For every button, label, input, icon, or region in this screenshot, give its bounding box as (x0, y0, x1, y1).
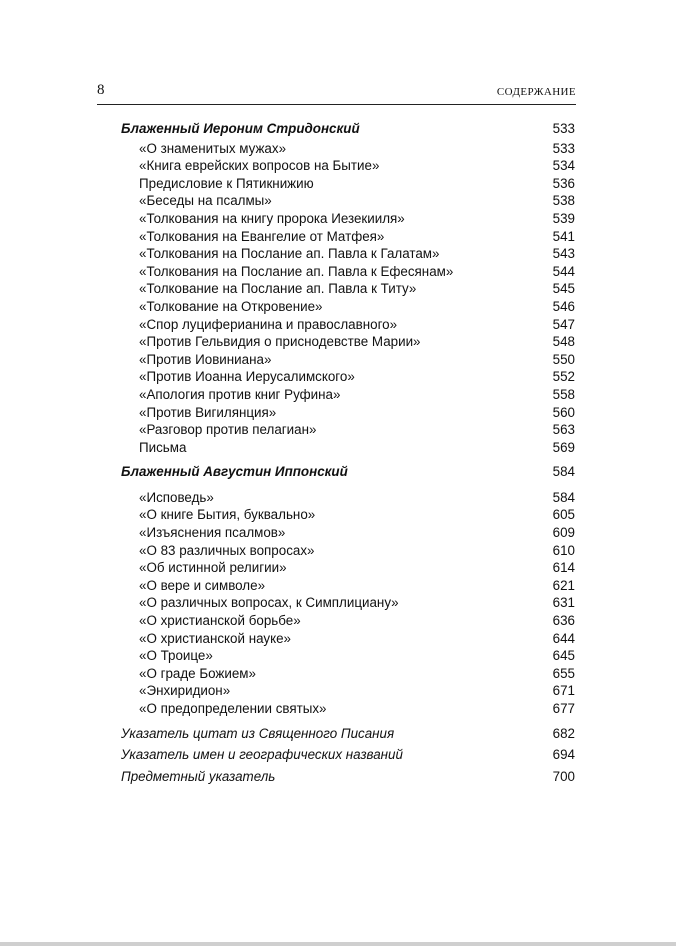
toc-entry (121, 647, 575, 665)
toc-entry (121, 612, 575, 630)
toc-entry (121, 210, 575, 228)
index-title: Предметный указатель (121, 768, 276, 784)
toc-entry (121, 333, 575, 351)
toc-entry (121, 228, 575, 246)
entry-page: 584 (552, 489, 575, 505)
entry-page: 614 (552, 560, 575, 576)
entry-page: 533 (552, 140, 575, 156)
entry-page: 548 (552, 334, 575, 350)
toc-entry (121, 192, 575, 210)
entry-page: 558 (552, 386, 575, 402)
entry-page: 547 (552, 316, 575, 332)
toc-entry (121, 280, 575, 298)
index-title: Указатель цитат из Священного Писания (121, 725, 395, 741)
section-title: Блаженный Августин Иппонский (121, 464, 348, 480)
toc-entry (121, 386, 575, 404)
section-heading (121, 463, 575, 481)
page-number: 8 (97, 82, 105, 98)
toc-entry (121, 175, 575, 193)
entry-page: 631 (552, 595, 575, 611)
entry-title: «Беседы на псалмы» (139, 193, 272, 209)
entry-page: 536 (552, 175, 575, 191)
entry-title: «Об истинной религии» (139, 560, 287, 576)
entry-title: «Толкование на Откровение» (139, 298, 323, 314)
entry-page: 534 (552, 158, 575, 174)
index-page: 682 (552, 725, 575, 741)
entry-title: «Изъяснения псалмов» (139, 525, 286, 541)
entry-title: «Разговор против пелагиан» (139, 422, 317, 438)
entry-title: «Толкования на Евангелие от Матфея» (139, 228, 385, 244)
entry-title: «О книге Бытия, буквально» (139, 507, 316, 523)
entry-page: 563 (552, 422, 575, 438)
entry-page: 605 (552, 507, 575, 523)
toc-entry (121, 559, 575, 577)
toc-entry (121, 404, 575, 422)
toc-entry (121, 316, 575, 334)
section-page: 584 (552, 464, 575, 480)
toc-entry (121, 630, 575, 648)
toc-entry (121, 489, 575, 507)
toc-entry (121, 524, 575, 542)
entry-title: «Толкования на Послание ап. Павла к Галатам» (139, 246, 440, 262)
entry-page: 546 (552, 298, 575, 314)
entry-title: Письма (139, 439, 187, 455)
entry-title: «Толкования на книгу пророка Иезекииля» (139, 210, 405, 226)
entry-title: «О вере и символе» (139, 577, 266, 593)
entry-page: 545 (552, 281, 575, 297)
toc-entry (121, 594, 575, 612)
entry-title: «О граде Божием» (139, 665, 256, 681)
entry-page: 671 (552, 683, 575, 699)
entry-page: 550 (552, 351, 575, 367)
toc-entry (121, 439, 575, 457)
entry-title: «Исповедь» (139, 489, 214, 505)
index-entry (121, 768, 575, 786)
entry-title: «О предопределении святых» (139, 701, 327, 716)
entry-page: 610 (552, 542, 575, 558)
entry-page: 541 (552, 228, 575, 244)
entry-title: «О различных вопросах, к Симплициану» (139, 595, 399, 611)
index-page: 700 (552, 768, 575, 784)
running-title: СОДЕРЖАНИЕ (496, 86, 576, 98)
entry-page: 644 (552, 630, 575, 646)
table-of-contents (121, 120, 575, 785)
entry-title: «О христианской борьбе» (139, 613, 301, 629)
entry-title: «Толкования на Послание ап. Павла к Ефесянам» (139, 263, 454, 279)
entry-title: «Энхиридион» (139, 683, 231, 699)
entry-title: «О 83 различных вопросах» (139, 542, 315, 558)
entry-title: «Книга еврейских вопросов на Бытие» (139, 158, 380, 174)
entry-page: 560 (552, 404, 575, 420)
section-title: Блаженный Иероним Стридонский (121, 121, 360, 136)
toc-entry (121, 140, 575, 158)
entry-title: Предисловие к Пятикнижию (139, 175, 314, 191)
entry-page: 636 (552, 613, 575, 629)
entry-page: 569 (552, 439, 575, 455)
toc-entry (121, 665, 575, 683)
entry-title: «О знаменитых мужах» (139, 140, 287, 156)
entry-title: «Спор луциферианина и православного» (139, 316, 398, 332)
index-title: Указатель имен и географических названий (121, 747, 403, 763)
toc-entry (121, 351, 575, 369)
entry-page: 645 (552, 648, 575, 664)
entry-title: «Против Вигилянция» (139, 404, 277, 420)
toc-entry (121, 700, 575, 718)
entry-title: «Толкование на Послание ап. Павла к Титу» (139, 281, 417, 297)
toc-entry (121, 263, 575, 281)
entry-title: «О христианской науке» (139, 630, 291, 646)
entry-title: «Против Иоанна Иерусалимского» (139, 369, 355, 385)
toc-entry (121, 421, 575, 439)
index-entry (121, 746, 575, 764)
section-page: 533 (552, 121, 575, 136)
entry-page: 621 (552, 577, 575, 593)
entry-page: 543 (552, 246, 575, 262)
toc-entry (121, 682, 575, 700)
index-page: 694 (552, 747, 575, 763)
toc-entry (121, 245, 575, 263)
entry-page: 538 (552, 193, 575, 209)
viewer-bottom-edge (0, 942, 676, 946)
entry-title: «О Троице» (139, 648, 213, 664)
entry-title: «Против Гельвидия о приснодевстве Марии» (139, 334, 421, 350)
toc-entry (121, 542, 575, 560)
section-heading (121, 120, 575, 138)
index-entry (121, 725, 575, 743)
entry-page: 655 (552, 665, 575, 681)
toc-entry (121, 298, 575, 316)
toc-entry (121, 506, 575, 524)
entry-page: 539 (552, 210, 575, 226)
entry-title: «Против Иовиниана» (139, 351, 272, 367)
entry-page: 544 (552, 263, 575, 279)
entry-page: 677 (552, 701, 575, 716)
toc-entry (121, 577, 575, 595)
page-header (97, 82, 576, 105)
toc-entry (121, 368, 575, 386)
entry-page: 552 (552, 369, 575, 385)
toc-entry (121, 157, 575, 175)
entry-title: «Апология против книг Руфина» (139, 386, 341, 402)
entry-page: 609 (552, 525, 575, 541)
